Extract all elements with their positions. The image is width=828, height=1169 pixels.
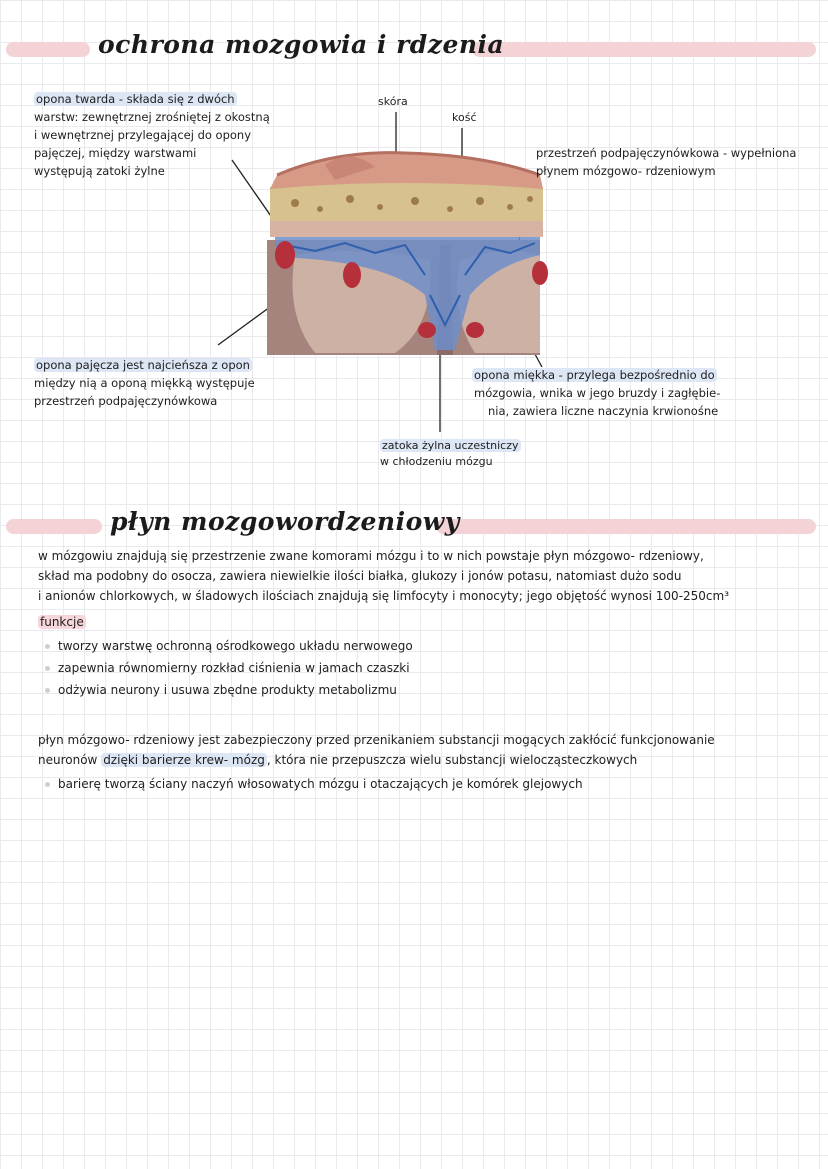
bone-layer [270, 181, 543, 221]
term-opona-pajecza: opona pajęcza jest najcieńsza z opon [36, 358, 250, 372]
bullet-dot [45, 782, 50, 787]
meninges-illustration [255, 125, 550, 365]
note-opona-pajecza: opona pajęcza jest najcieńsza z opon między nią a oponą miękką występuje przestrzeń podpajęczynówkowa [34, 358, 255, 408]
vessel-bottom [418, 322, 436, 338]
vessel-left [275, 241, 295, 269]
vessel-mid-left [343, 262, 361, 288]
term-zatoka-zylna: zatoka żylna uczestniczy [382, 439, 519, 452]
function-item: zapewnia równomierny rozkład ciśnienia w jamach czaszki [45, 658, 410, 678]
vessel-bottom-right [466, 322, 484, 338]
label-skora: skóra [378, 95, 408, 108]
csf-intro: w mózgowiu znajdują się przestrzenie zwane komorami mózgu i to w nich powstaje płyn mózgowo- rdzeniowy, skład ma podobny do osocza, zawiera niewielkie ilości białka, glukozy i jonów potasu, natomiast dużo sodu i anionów chlorkowych, w śladowych ilościach znajdują się limfocyty i monocyty; jego objętość wynosi 100-250cm³ [38, 549, 730, 603]
section-title-csf: płyn mozgowordzeniowy [110, 507, 460, 536]
dura-layer [270, 220, 543, 237]
bullet-dot [45, 688, 50, 693]
function-item: tworzy warstwę ochronną ośrodkowego układu nerwowego [45, 636, 413, 656]
functions-heading-text: funkcje [40, 615, 84, 629]
barrier-bullet: barierę tworzą ściany naczyń włosowatych mózgu i otaczających je komórek glejowych [45, 774, 583, 794]
bullet-dot [45, 666, 50, 671]
note-opona-miekka: opona miękka - przylega bezpośrednio do mózgowia, wnika w jego bruzdy i zagłębie- nia, zawiera liczne naczynia krwionośne [474, 368, 721, 418]
csf-protection: płyn mózgowo- rdzeniowy jest zabezpieczony przed przenikaniem substancji mogących zakłócić funkcjonowanie neuronów dzięki barierze krew- mózg , która nie przepuszcza wielu substancji wielocząsteczkowych [38, 733, 715, 767]
term-bariera-krew-mozg: dzięki barierze krew- mózg [103, 753, 265, 767]
term-opona-twarda: opona twarda - składa się z dwóch [36, 92, 235, 106]
term-opona-miekka: opona miękka - przylega bezpośrednio do [474, 368, 715, 382]
note-zatoka-zylna: zatoka żylna uczestniczy w chłodzeniu mózgu [380, 439, 519, 468]
vessel-right [532, 261, 548, 285]
function-item: odżywia neurony i usuwa zbędne produkty metabolizmu [45, 680, 397, 700]
label-kosc: kość [452, 111, 477, 124]
title-bar-right-2 [436, 519, 816, 534]
functions-heading [38, 612, 86, 632]
note-opona-twarda: opona twarda - składa się z dwóch warstw: zewnętrznej zrośniętej z okostną i wewnętrznej przylegającej do opony pajęczej, między warstwami występują zatoki żylne [34, 92, 270, 178]
bullet-dot [45, 644, 50, 649]
note-przestrzen-podpajeczynowkowa: przestrzeń podpajęczynówkowa - wypełniona płynem mózgowo- rdzeniowym [536, 146, 797, 178]
title-bar-left-2 [6, 519, 102, 534]
section-title-meninges: ochrona mozgowia i rdzenia [98, 30, 505, 59]
